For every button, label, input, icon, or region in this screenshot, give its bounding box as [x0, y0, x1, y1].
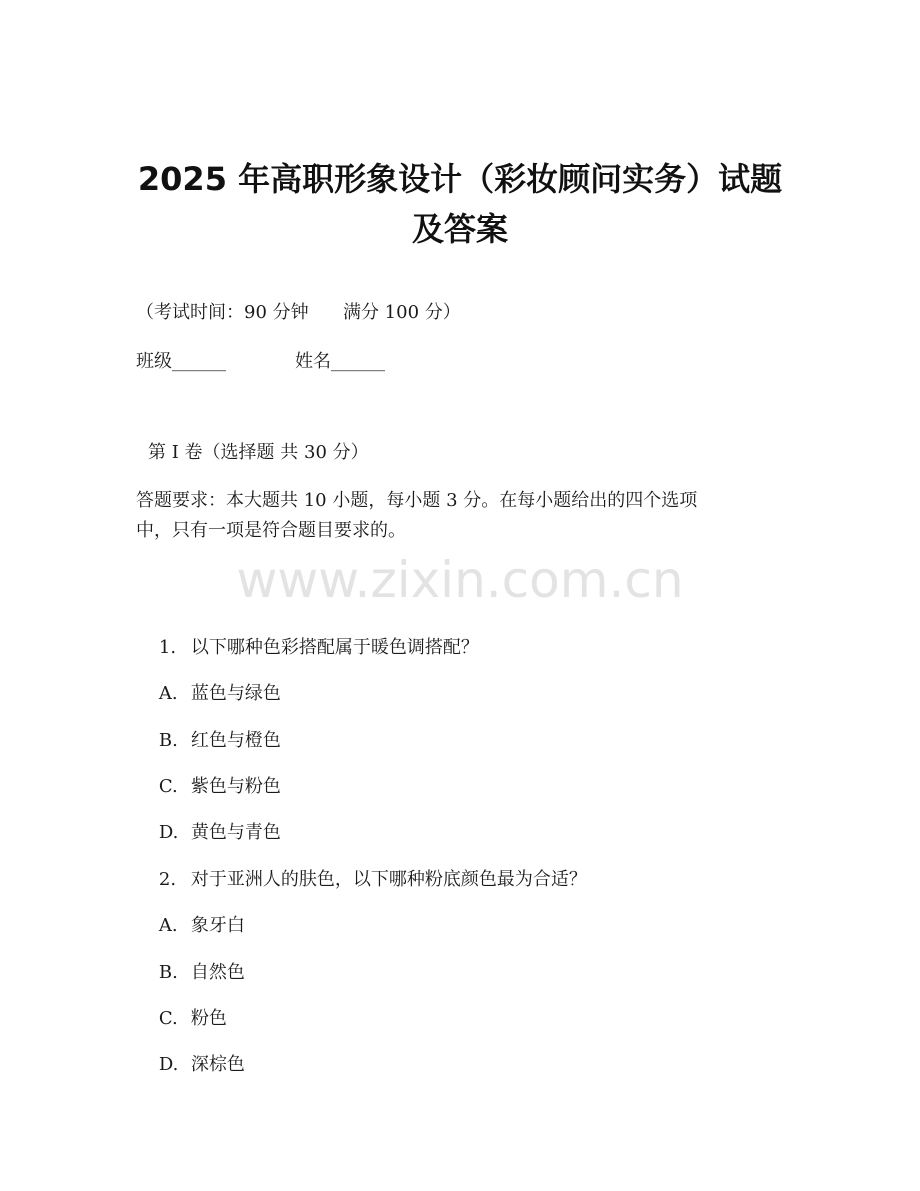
requirement-line-1: 答题要求：本大题共 10 小题，每小题 3 分。在每小题给出的四个选项 [136, 490, 698, 511]
question-number: 2. [158, 869, 177, 890]
option-text: 深棕色 [190, 1054, 245, 1075]
option-label: D. [158, 822, 179, 843]
exam-meta: （考试时间：90 分钟 满分 100 分） [136, 302, 461, 323]
section-title: 第 I 卷（选择题 共 30 分） [148, 442, 369, 463]
page-title-line-2: 及答案 [411, 210, 508, 248]
class-field: 班级______ [136, 351, 226, 372]
page-title-line-1: 2025 年高职形象设计（彩妆顾问实务）试题 [137, 160, 783, 198]
question-text: 以下哪种色彩搭配属于暖色调搭配？ [190, 637, 479, 658]
question-text: 对于亚洲人的肤色，以下哪种粉底颜色最为合适？ [190, 869, 587, 890]
option-label: A. [158, 683, 178, 704]
option-label: A. [158, 915, 178, 936]
option-text: 粉色 [190, 1008, 227, 1029]
question-number: 1. [158, 637, 177, 658]
option-label: C. [158, 1008, 178, 1029]
option-text: 红色与橙色 [190, 730, 281, 751]
option-label: B. [158, 730, 178, 751]
option-text: 象牙白 [190, 915, 245, 936]
option-text: 蓝色与绿色 [190, 683, 281, 704]
option-label: B. [158, 962, 178, 983]
option-label: D. [158, 1054, 179, 1075]
requirement-line-2: 中，只有一项是符合题目要求的。 [136, 520, 406, 541]
watermark: www.zixin.com.cn [236, 551, 684, 609]
option-text: 黄色与青色 [190, 822, 281, 843]
option-text: 自然色 [190, 962, 245, 983]
name-field: 姓名______ [295, 351, 385, 372]
option-text: 紫色与粉色 [190, 776, 281, 797]
question-2-option-d [136, 1029, 245, 1101]
option-label: C. [158, 776, 178, 797]
